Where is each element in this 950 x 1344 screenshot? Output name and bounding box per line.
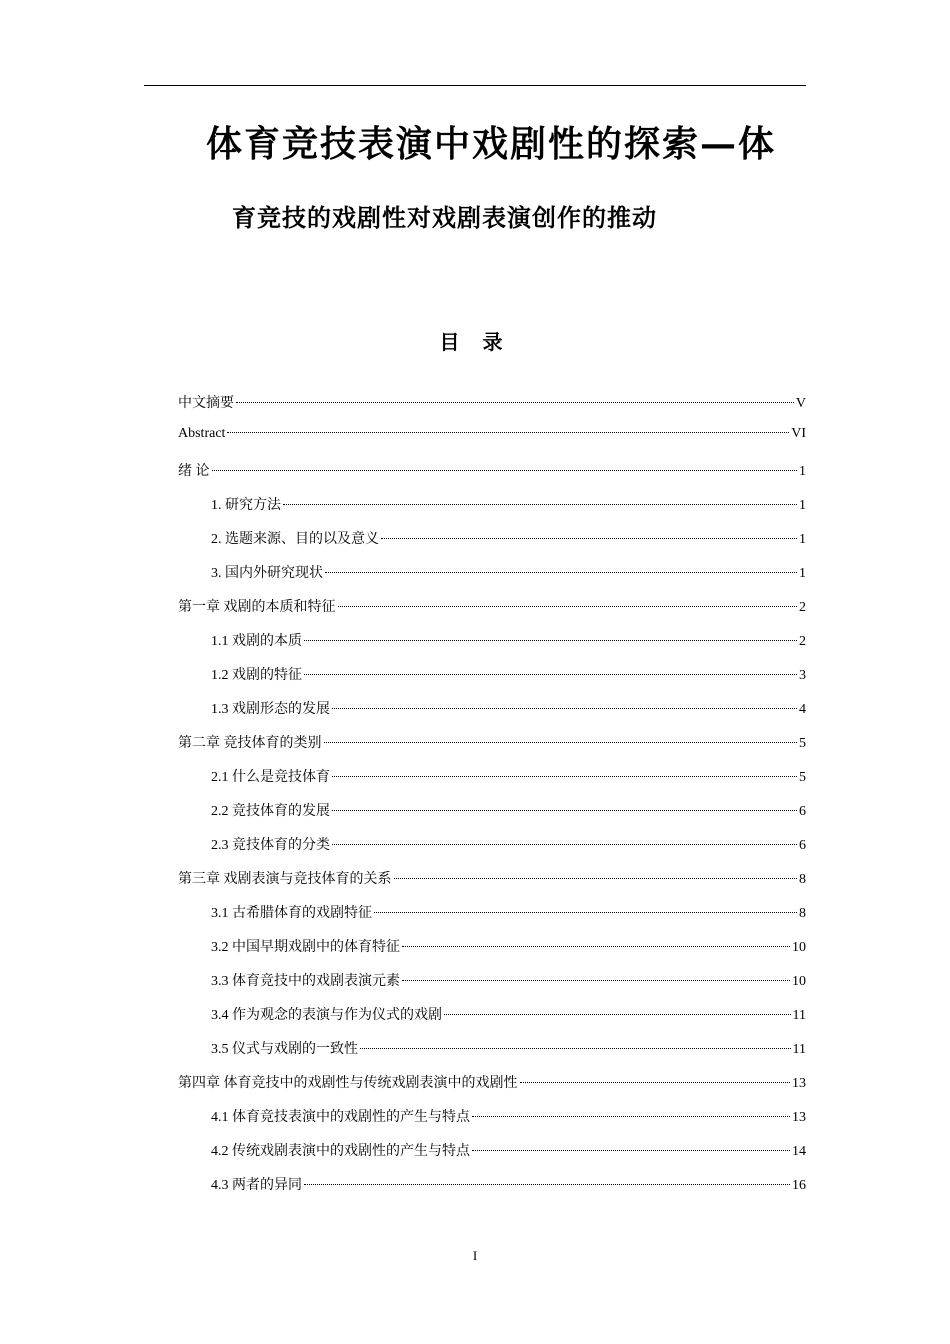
toc-entry-page: 5 — [799, 736, 806, 751]
toc-entry-label: 1. 研究方法 — [211, 498, 281, 513]
toc-dot-leader — [472, 1116, 790, 1117]
toc-dot-leader — [212, 470, 798, 471]
toc-entry-page: 14 — [792, 1144, 806, 1159]
toc-entry[interactable] — [178, 596, 806, 630]
table-of-contents — [178, 392, 806, 1208]
toc-entry[interactable] — [178, 392, 806, 426]
toc-dot-leader — [472, 1150, 790, 1151]
toc-entry-label: 3.5 仪式与戏剧的一致性 — [211, 1042, 358, 1057]
toc-entry[interactable] — [178, 630, 806, 664]
toc-entry-page: 13 — [792, 1110, 806, 1125]
toc-entry-label: 3.4 作为观念的表演与作为仪式的戏剧 — [211, 1008, 442, 1023]
toc-dot-leader — [381, 538, 797, 539]
toc-entry[interactable] — [178, 1140, 806, 1174]
toc-entry[interactable] — [178, 834, 806, 868]
document-title-line1: 体育竞技表演中戏剧性的探索—体 — [206, 123, 777, 165]
toc-entry[interactable] — [178, 970, 806, 1004]
toc-entry-label: 4.2 传统戏剧表演中的戏剧性的产生与特点 — [211, 1144, 470, 1159]
toc-entry-page: 1 — [799, 566, 806, 581]
toc-entry-label: 3.2 中国早期戏剧中的体育特征 — [211, 940, 400, 955]
toc-entry[interactable] — [178, 1106, 806, 1140]
toc-entry-page: 8 — [799, 872, 806, 887]
toc-entry[interactable] — [178, 800, 806, 834]
toc-dot-leader — [360, 1048, 791, 1049]
toc-dot-leader — [332, 708, 797, 709]
toc-entry-page: 6 — [799, 838, 806, 853]
toc-entry-label: 第四章 体育竞技中的戏剧性与传统戏剧表演中的戏剧性 — [178, 1076, 518, 1091]
toc-dot-leader — [444, 1014, 791, 1015]
toc-entry-page: V — [795, 396, 806, 411]
toc-entry[interactable] — [178, 902, 806, 936]
toc-entry-page: 10 — [792, 940, 806, 955]
toc-entry[interactable] — [178, 766, 806, 800]
toc-entry-label: 2. 选题来源、目的以及意义 — [211, 532, 379, 547]
toc-entry-label: 绪 论 — [178, 464, 210, 479]
toc-dot-leader — [402, 980, 790, 981]
toc-entry[interactable] — [178, 868, 806, 902]
toc-entry-page: 1 — [799, 498, 806, 513]
toc-dot-leader — [325, 572, 797, 573]
toc-dot-leader — [394, 878, 798, 879]
toc-entry-page: 1 — [799, 464, 806, 479]
toc-entry-page: 6 — [799, 804, 806, 819]
toc-entry[interactable] — [178, 1174, 806, 1208]
toc-entry[interactable] — [178, 528, 806, 562]
toc-entry-page: 4 — [799, 702, 806, 717]
toc-dot-leader — [520, 1082, 791, 1083]
toc-entry-page: 13 — [792, 1076, 806, 1091]
toc-entry-page: 1 — [799, 532, 806, 547]
toc-entry-label: 2.2 竞技体育的发展 — [211, 804, 330, 819]
toc-entry[interactable] — [178, 460, 806, 494]
toc-entry-label: 3.1 古希腊体育的戏剧特征 — [211, 906, 372, 921]
document-title-line2: 育竞技的戏剧性对戏剧表演创作的推动 — [232, 203, 657, 232]
toc-entry[interactable] — [178, 426, 806, 460]
toc-entry[interactable] — [178, 698, 806, 732]
toc-entry[interactable] — [178, 494, 806, 528]
toc-entry-label: 2.1 什么是竞技体育 — [211, 770, 330, 785]
toc-entry-page: 2 — [799, 600, 806, 615]
toc-dot-leader — [304, 640, 797, 641]
toc-dot-leader — [374, 912, 797, 913]
page-number: I — [472, 1248, 478, 1263]
toc-entry-label: 3. 国内外研究现状 — [211, 566, 323, 581]
toc-entry[interactable] — [178, 1038, 806, 1072]
toc-entry[interactable] — [178, 1072, 806, 1106]
toc-entry-label: 第二章 竞技体育的类别 — [178, 736, 322, 751]
header-rule — [144, 85, 806, 86]
toc-entry-label: 4.1 体育竞技表演中的戏剧性的产生与特点 — [211, 1110, 470, 1125]
toc-entry[interactable] — [178, 1004, 806, 1038]
toc-dot-leader — [304, 1184, 790, 1185]
toc-entry-page: 11 — [792, 1042, 806, 1057]
toc-entry-page: 5 — [799, 770, 806, 785]
toc-dot-leader — [402, 946, 790, 947]
toc-entry-label: 4.3 两者的异同 — [211, 1178, 302, 1193]
toc-entry-label: 第一章 戏剧的本质和特征 — [178, 600, 336, 615]
toc-dot-leader — [227, 432, 789, 433]
toc-entry[interactable] — [178, 732, 806, 766]
toc-dot-leader — [332, 844, 797, 845]
toc-dot-leader — [283, 504, 797, 505]
toc-entry-label: 中文摘要 — [178, 396, 234, 411]
toc-entry-page: 16 — [792, 1178, 806, 1193]
toc-dot-leader — [324, 742, 798, 743]
toc-entry-label: 2.3 竞技体育的分类 — [211, 838, 330, 853]
toc-dot-leader — [332, 776, 797, 777]
toc-entry[interactable] — [178, 664, 806, 698]
toc-dot-leader — [304, 674, 797, 675]
toc-entry-label: 1.3 戏剧形态的发展 — [211, 702, 330, 717]
toc-dot-leader — [236, 402, 794, 403]
toc-dot-leader — [338, 606, 798, 607]
toc-entry-label: Abstract — [178, 426, 226, 441]
toc-dot-leader — [332, 810, 797, 811]
toc-entry-page: 8 — [799, 906, 806, 921]
toc-heading: 目 录 — [439, 330, 511, 354]
toc-entry-page: VI — [791, 426, 806, 441]
toc-entry-label: 第三章 戏剧表演与竞技体育的关系 — [178, 872, 392, 887]
toc-entry[interactable] — [178, 936, 806, 970]
toc-entry-label: 3.3 体育竞技中的戏剧表演元素 — [211, 974, 400, 989]
toc-entry-label: 1.2 戏剧的特征 — [211, 668, 302, 683]
toc-entry-page: 10 — [792, 974, 806, 989]
toc-entry-page: 11 — [792, 1008, 806, 1023]
toc-entry-page: 2 — [799, 634, 806, 649]
toc-entry-label: 1.1 戏剧的本质 — [211, 634, 302, 649]
toc-entry[interactable] — [178, 562, 806, 596]
toc-entry-page: 3 — [799, 668, 806, 683]
